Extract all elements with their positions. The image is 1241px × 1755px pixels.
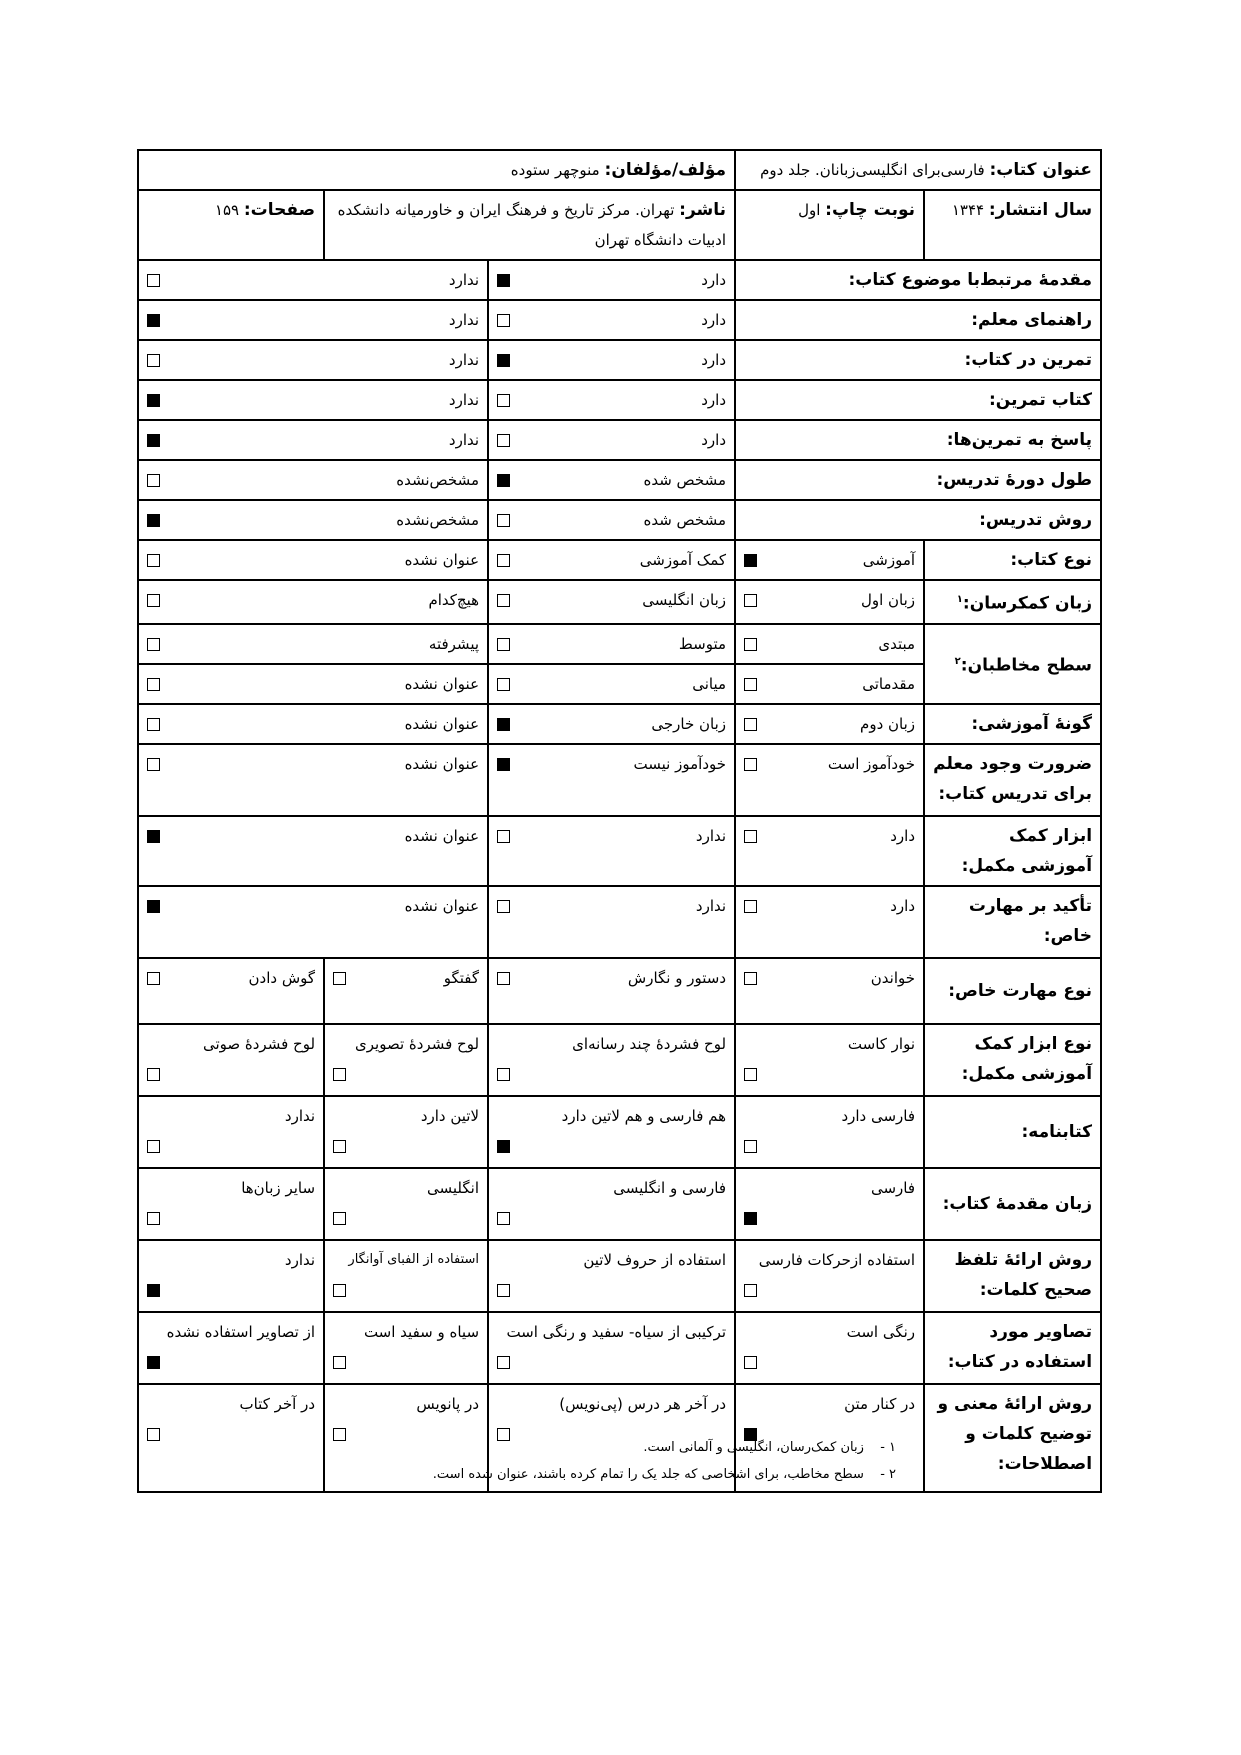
form-row bbox=[138, 744, 1101, 816]
option-label: عنوان نشده bbox=[404, 754, 480, 773]
option-cell bbox=[488, 260, 735, 300]
option-label: عنوان نشده bbox=[404, 826, 480, 845]
footnote-text: زبان کمک‌رسان، انگلیسی و آلمانی است. bbox=[643, 1440, 864, 1455]
option-label: دارد bbox=[890, 896, 916, 915]
option-label: استفاده از حروف لاتین bbox=[583, 1250, 727, 1269]
option-label: مبتدی bbox=[878, 634, 916, 653]
checkbox-unchecked[interactable] bbox=[497, 1284, 510, 1297]
option-cell bbox=[735, 886, 924, 958]
row-label: نوع مهارت خاص: bbox=[924, 958, 1101, 1024]
publisher-cell bbox=[324, 190, 735, 260]
option-label: زبان اول bbox=[860, 591, 916, 609]
option-cell bbox=[488, 380, 735, 420]
option-label: مشخص‌نشده bbox=[396, 471, 480, 489]
option-label: مشخص‌نشده bbox=[396, 511, 480, 529]
checkbox-unchecked[interactable] bbox=[333, 1068, 346, 1081]
checkbox-unchecked[interactable] bbox=[333, 972, 346, 985]
row-label: ابزار کمک آموزشی مکمل: bbox=[924, 816, 1101, 886]
form-row bbox=[138, 300, 1101, 340]
edition-cell bbox=[735, 190, 924, 260]
footnote-ref: ۲ bbox=[954, 655, 961, 667]
form-row bbox=[138, 500, 1101, 540]
checkbox-checked[interactable] bbox=[147, 514, 160, 527]
footnote-number: ۱ - bbox=[880, 1440, 896, 1455]
option-cell bbox=[138, 460, 488, 500]
checkbox-unchecked[interactable] bbox=[744, 758, 757, 771]
option-label: ندارد bbox=[695, 896, 727, 915]
option-label: ندارد bbox=[284, 1250, 316, 1269]
option-label: عنوان نشده bbox=[404, 551, 480, 569]
option-label: ترکیبی از سیاه- سفید و رنگی است bbox=[506, 1322, 727, 1341]
checkbox-unchecked[interactable] bbox=[333, 1140, 346, 1153]
option-cell bbox=[488, 1168, 735, 1240]
book-evaluation-form bbox=[137, 149, 1102, 1493]
row-label: ضرورت وجود معلم برای تدریس کتاب: bbox=[924, 744, 1101, 816]
checkbox-unchecked[interactable] bbox=[497, 638, 510, 651]
checkbox-checked[interactable] bbox=[147, 434, 160, 447]
option-cell bbox=[488, 540, 735, 580]
option-cell bbox=[324, 958, 488, 1024]
option-label: ندارد bbox=[695, 826, 727, 845]
checkbox-unchecked[interactable] bbox=[744, 830, 757, 843]
option-label: گوش دادن bbox=[248, 968, 316, 987]
author-cell bbox=[138, 150, 735, 190]
option-label: ندارد bbox=[284, 1106, 316, 1125]
option-label: ندارد bbox=[448, 271, 480, 289]
checkbox-unchecked[interactable] bbox=[147, 758, 160, 771]
option-label: آموزشی bbox=[862, 551, 916, 569]
option-label: فارسی و انگلیسی bbox=[613, 1178, 727, 1197]
row-label-cell bbox=[924, 580, 1101, 624]
form-row bbox=[138, 1312, 1101, 1384]
option-cell bbox=[138, 1024, 324, 1096]
checkbox-unchecked[interactable] bbox=[497, 314, 510, 327]
row-label: راهنمای معلم: bbox=[735, 300, 1101, 340]
form-row bbox=[138, 420, 1101, 460]
checkbox-unchecked[interactable] bbox=[147, 638, 160, 651]
checkbox-checked[interactable] bbox=[497, 1140, 510, 1153]
row-label-cell bbox=[924, 624, 1101, 704]
checkbox-unchecked[interactable] bbox=[497, 394, 510, 407]
checkbox-checked[interactable] bbox=[147, 394, 160, 407]
checkbox-unchecked[interactable] bbox=[497, 554, 510, 567]
option-cell bbox=[138, 500, 488, 540]
option-cell bbox=[488, 460, 735, 500]
checkbox-unchecked[interactable] bbox=[147, 678, 160, 691]
checkbox-unchecked[interactable] bbox=[147, 718, 160, 731]
checkbox-checked[interactable] bbox=[744, 1212, 757, 1225]
option-cell bbox=[735, 580, 924, 624]
checkbox-checked[interactable] bbox=[744, 554, 757, 567]
option-cell bbox=[488, 500, 735, 540]
option-label: هم فارسی و هم لاتین دارد bbox=[561, 1106, 727, 1125]
checkbox-unchecked[interactable] bbox=[333, 1428, 346, 1441]
checkbox-unchecked[interactable] bbox=[744, 900, 757, 913]
option-label: خودآموز است bbox=[827, 754, 916, 773]
row-label: طول دورۀ تدریس: bbox=[735, 460, 1101, 500]
checkbox-unchecked[interactable] bbox=[497, 972, 510, 985]
option-cell bbox=[735, 1168, 924, 1240]
option-label: انگلیسی bbox=[427, 1178, 480, 1197]
option-label: ندارد bbox=[448, 351, 480, 369]
option-cell bbox=[735, 664, 924, 704]
option-cell bbox=[488, 1096, 735, 1168]
option-label: عنوان نشده bbox=[404, 896, 480, 915]
option-label: عنوان نشده bbox=[404, 674, 480, 693]
checkbox-unchecked[interactable] bbox=[744, 718, 757, 731]
checkbox-unchecked[interactable] bbox=[744, 594, 757, 607]
form-row bbox=[138, 540, 1101, 580]
option-cell bbox=[138, 704, 488, 744]
option-label: دارد bbox=[701, 351, 727, 369]
option-cell bbox=[138, 580, 488, 624]
checkbox-unchecked[interactable] bbox=[744, 1356, 757, 1369]
option-label: متوسط bbox=[678, 634, 727, 653]
checkbox-unchecked[interactable] bbox=[497, 514, 510, 527]
option-label: مشخص شده bbox=[643, 511, 727, 529]
publisher-value: تهران. مرکز تاریخ و فرهنگ ایران و خاورمیانه دانشکده ادبیات دانشگاه تهران bbox=[337, 201, 727, 249]
option-label: زبان خارجی bbox=[651, 714, 727, 733]
row-label: سطح مخاطبان: bbox=[960, 655, 1093, 676]
form-row bbox=[138, 260, 1101, 300]
checkbox-unchecked[interactable] bbox=[333, 1284, 346, 1297]
option-label: از تصاویر استفاده نشده bbox=[166, 1322, 316, 1341]
option-cell bbox=[138, 340, 488, 380]
form-row bbox=[138, 340, 1101, 380]
author-label: مؤلف/مؤلفان: bbox=[604, 160, 727, 180]
option-cell bbox=[488, 816, 735, 886]
option-cell bbox=[138, 260, 488, 300]
option-cell bbox=[138, 1384, 324, 1492]
option-label: نوار کاست bbox=[847, 1034, 916, 1053]
footnote-ref: ۱ bbox=[956, 594, 963, 605]
option-cell bbox=[735, 540, 924, 580]
option-label: میانی bbox=[692, 674, 727, 693]
option-label: ندارد bbox=[448, 391, 480, 409]
option-label: دستور و نگارش bbox=[627, 968, 727, 987]
option-label: استفاده از الفبای آوانگار bbox=[348, 1251, 480, 1267]
option-label: دارد bbox=[701, 431, 727, 449]
checkbox-unchecked[interactable] bbox=[497, 1068, 510, 1081]
option-cell bbox=[735, 958, 924, 1024]
checkbox-checked[interactable] bbox=[147, 1284, 160, 1297]
option-label: لاتین دارد bbox=[420, 1106, 480, 1125]
checkbox-unchecked[interactable] bbox=[497, 1428, 510, 1441]
option-cell bbox=[735, 624, 924, 664]
checkbox-unchecked[interactable] bbox=[147, 1068, 160, 1081]
row-label: نوع ابزار کمک آموزشی مکمل: bbox=[924, 1024, 1101, 1096]
checkbox-unchecked[interactable] bbox=[147, 594, 160, 607]
row-label: پاسخ به تمرین‌ها: bbox=[735, 420, 1101, 460]
option-cell bbox=[488, 1024, 735, 1096]
pages-value: ۱۵۹ bbox=[214, 201, 240, 219]
option-label: استفاده ازحرکات فارسی bbox=[758, 1250, 916, 1269]
checkbox-unchecked[interactable] bbox=[147, 554, 160, 567]
row-label: روش ارائۀ تلفظ صحیح کلمات: bbox=[924, 1240, 1101, 1312]
option-label: لوح فشردۀ تصویری bbox=[355, 1034, 480, 1053]
form-row bbox=[138, 1168, 1101, 1240]
option-cell bbox=[488, 420, 735, 460]
option-label: خودآموز نیست bbox=[633, 754, 727, 773]
form-row bbox=[138, 624, 1101, 664]
checkbox-checked[interactable] bbox=[744, 1428, 757, 1441]
year-value: ۱۳۴۴ bbox=[951, 201, 985, 219]
option-cell bbox=[488, 1240, 735, 1312]
checkbox-checked[interactable] bbox=[497, 758, 510, 771]
row-label: مقدمۀ مرتبط‌با موضوع کتاب: bbox=[735, 260, 1101, 300]
checkbox-unchecked[interactable] bbox=[744, 1140, 757, 1153]
option-cell bbox=[138, 1240, 324, 1312]
checkbox-checked[interactable] bbox=[147, 1356, 160, 1369]
option-cell bbox=[138, 958, 324, 1024]
four-option-rows bbox=[138, 1024, 1101, 1492]
option-label: فارسی bbox=[870, 1178, 916, 1197]
form-row bbox=[138, 886, 1101, 958]
checkbox-unchecked[interactable] bbox=[147, 354, 160, 367]
checkbox-unchecked[interactable] bbox=[744, 1284, 757, 1297]
checkbox-unchecked[interactable] bbox=[333, 1212, 346, 1225]
form-row bbox=[138, 1096, 1101, 1168]
option-label: لوح فشردۀ صوتی bbox=[202, 1034, 316, 1053]
option-label: عنوان نشده bbox=[404, 714, 480, 733]
year-cell bbox=[924, 190, 1101, 260]
option-label: مشخص شده bbox=[643, 471, 727, 489]
form-row bbox=[138, 460, 1101, 500]
option-label: در آخر کتاب bbox=[239, 1394, 316, 1413]
checkbox-unchecked[interactable] bbox=[744, 972, 757, 985]
option-label: در پانویس bbox=[416, 1394, 480, 1413]
option-label: دارد bbox=[701, 311, 727, 329]
option-label: ندارد bbox=[448, 431, 480, 449]
checkbox-unchecked[interactable] bbox=[497, 1212, 510, 1225]
book-title-label: عنوان کتاب: bbox=[989, 160, 1093, 180]
checkbox-unchecked[interactable] bbox=[147, 1212, 160, 1225]
three-option-rows bbox=[138, 540, 1101, 958]
checkbox-unchecked[interactable] bbox=[744, 678, 757, 691]
edition-value: اول bbox=[798, 201, 821, 219]
form-row bbox=[138, 816, 1101, 886]
option-cell bbox=[138, 744, 488, 816]
option-cell bbox=[735, 816, 924, 886]
row-label: تمرین در کتاب: bbox=[735, 340, 1101, 380]
option-cell bbox=[488, 886, 735, 958]
row-label: گونۀ آموزشی: bbox=[924, 704, 1101, 744]
row-label: زبان مقدمۀ کتاب: bbox=[924, 1168, 1101, 1240]
option-cell bbox=[735, 744, 924, 816]
row-label: روش ارائۀ معنی و توضیح کلمات و اصطلاحات: bbox=[924, 1384, 1101, 1492]
option-cell bbox=[488, 958, 735, 1024]
checkbox-unchecked[interactable] bbox=[497, 830, 510, 843]
option-cell bbox=[138, 1312, 324, 1384]
option-cell bbox=[138, 300, 488, 340]
row-label: روش تدریس: bbox=[735, 500, 1101, 540]
footnote-2 bbox=[433, 1467, 896, 1482]
checkbox-unchecked[interactable] bbox=[497, 900, 510, 913]
row-label: تصاویر مورد استفاده در کتاب: bbox=[924, 1312, 1101, 1384]
edition-label: نوبت چاپ: bbox=[825, 200, 916, 220]
year-label: سال انتشار: bbox=[988, 200, 1093, 220]
option-label: کمک آموزشی bbox=[639, 551, 727, 569]
checkbox-checked[interactable] bbox=[497, 354, 510, 367]
option-cell bbox=[488, 704, 735, 744]
option-label: گفتگو bbox=[443, 968, 480, 987]
option-cell bbox=[324, 1096, 488, 1168]
option-cell bbox=[488, 624, 735, 664]
checkbox-unchecked[interactable] bbox=[147, 1428, 160, 1441]
option-label: دارد bbox=[890, 826, 916, 845]
option-cell bbox=[488, 1312, 735, 1384]
checkbox-checked[interactable] bbox=[147, 900, 160, 913]
option-label: سیاه و سفید است bbox=[363, 1322, 480, 1341]
footnote-number: ۲ - bbox=[880, 1467, 896, 1482]
option-cell bbox=[324, 1240, 488, 1312]
pages-cell bbox=[138, 190, 324, 260]
checkbox-unchecked[interactable] bbox=[497, 594, 510, 607]
option-cell bbox=[735, 1240, 924, 1312]
checkbox-unchecked[interactable] bbox=[333, 1356, 346, 1369]
publisher-label: ناشر: bbox=[679, 200, 727, 220]
option-cell bbox=[324, 1024, 488, 1096]
two-option-rows bbox=[138, 260, 1101, 540]
option-label: زبان انگلیسی bbox=[642, 591, 727, 609]
book-title-value: فارسی‌برای انگلیسی‌زبانان. جلد دوم bbox=[760, 161, 985, 179]
checkbox-checked[interactable] bbox=[147, 314, 160, 327]
option-cell bbox=[138, 1168, 324, 1240]
option-label: هیچ‌کدام bbox=[428, 591, 480, 609]
option-cell bbox=[488, 664, 735, 704]
option-cell bbox=[138, 1096, 324, 1168]
option-label: رنگی است bbox=[846, 1322, 916, 1341]
checkbox-unchecked[interactable] bbox=[147, 474, 160, 487]
option-label: زبان دوم bbox=[860, 714, 916, 733]
checkbox-unchecked[interactable] bbox=[497, 678, 510, 691]
option-label: لوح فشردۀ چند رسانه‌ای bbox=[572, 1034, 727, 1053]
option-label: ندارد bbox=[448, 311, 480, 329]
option-cell bbox=[324, 1312, 488, 1384]
option-cell bbox=[735, 1312, 924, 1384]
form-row bbox=[138, 580, 1101, 624]
checkbox-unchecked[interactable] bbox=[497, 434, 510, 447]
form-row bbox=[138, 1024, 1101, 1096]
option-label: فارسی دارد bbox=[841, 1106, 916, 1125]
option-cell bbox=[735, 1096, 924, 1168]
option-label: خواندن bbox=[870, 968, 916, 987]
option-cell bbox=[324, 1168, 488, 1240]
option-cell bbox=[735, 704, 924, 744]
row-label: نوع کتاب: bbox=[924, 540, 1101, 580]
row-label: کتابنامه: bbox=[924, 1096, 1101, 1168]
checkbox-unchecked[interactable] bbox=[744, 638, 757, 651]
option-cell bbox=[138, 420, 488, 460]
row-label: کتاب تمرین: bbox=[735, 380, 1101, 420]
row-label: زبان کمکرسان: bbox=[962, 593, 1093, 614]
book-title-cell bbox=[735, 150, 1101, 190]
option-cell bbox=[138, 624, 488, 664]
footnote-text: سطح مخاطب، برای اشخاصی که جلد یک را تمام کرده باشند، عنوان شده است. bbox=[432, 1467, 864, 1482]
option-cell bbox=[138, 540, 488, 580]
option-cell bbox=[138, 816, 488, 886]
checkbox-unchecked[interactable] bbox=[147, 972, 160, 985]
option-label: در آخر هر درس (پی‌نویس) bbox=[559, 1394, 727, 1413]
option-cell bbox=[488, 580, 735, 624]
checkbox-unchecked[interactable] bbox=[497, 1356, 510, 1369]
form-row bbox=[138, 380, 1101, 420]
option-label: مقدماتی bbox=[862, 674, 916, 693]
option-cell bbox=[138, 664, 488, 704]
option-label: سایر زبان‌ها bbox=[241, 1178, 316, 1197]
form-row bbox=[138, 958, 1101, 1024]
option-cell bbox=[138, 380, 488, 420]
checkbox-unchecked[interactable] bbox=[147, 274, 160, 287]
row-label: تأکید بر مهارت خاص: bbox=[924, 886, 1101, 958]
option-label: پیشرفته bbox=[428, 634, 480, 653]
author-value: منوچهر ستوده bbox=[510, 161, 600, 179]
form-row bbox=[138, 1240, 1101, 1312]
option-cell bbox=[138, 886, 488, 958]
pages-label: صفحات: bbox=[243, 200, 316, 220]
option-cell bbox=[488, 340, 735, 380]
option-cell bbox=[488, 300, 735, 340]
checkbox-unchecked[interactable] bbox=[744, 1068, 757, 1081]
checkbox-unchecked[interactable] bbox=[147, 1140, 160, 1153]
checkbox-checked[interactable] bbox=[147, 830, 160, 843]
option-label: دارد bbox=[701, 391, 727, 409]
checkbox-checked[interactable] bbox=[497, 718, 510, 731]
checkbox-checked[interactable] bbox=[497, 274, 510, 287]
form-row bbox=[138, 704, 1101, 744]
checkbox-checked[interactable] bbox=[497, 474, 510, 487]
option-label: در کنار متن bbox=[844, 1394, 916, 1413]
option-cell bbox=[488, 744, 735, 816]
option-cell bbox=[735, 1024, 924, 1096]
footnote-1 bbox=[643, 1440, 896, 1455]
option-label: دارد bbox=[701, 271, 727, 289]
